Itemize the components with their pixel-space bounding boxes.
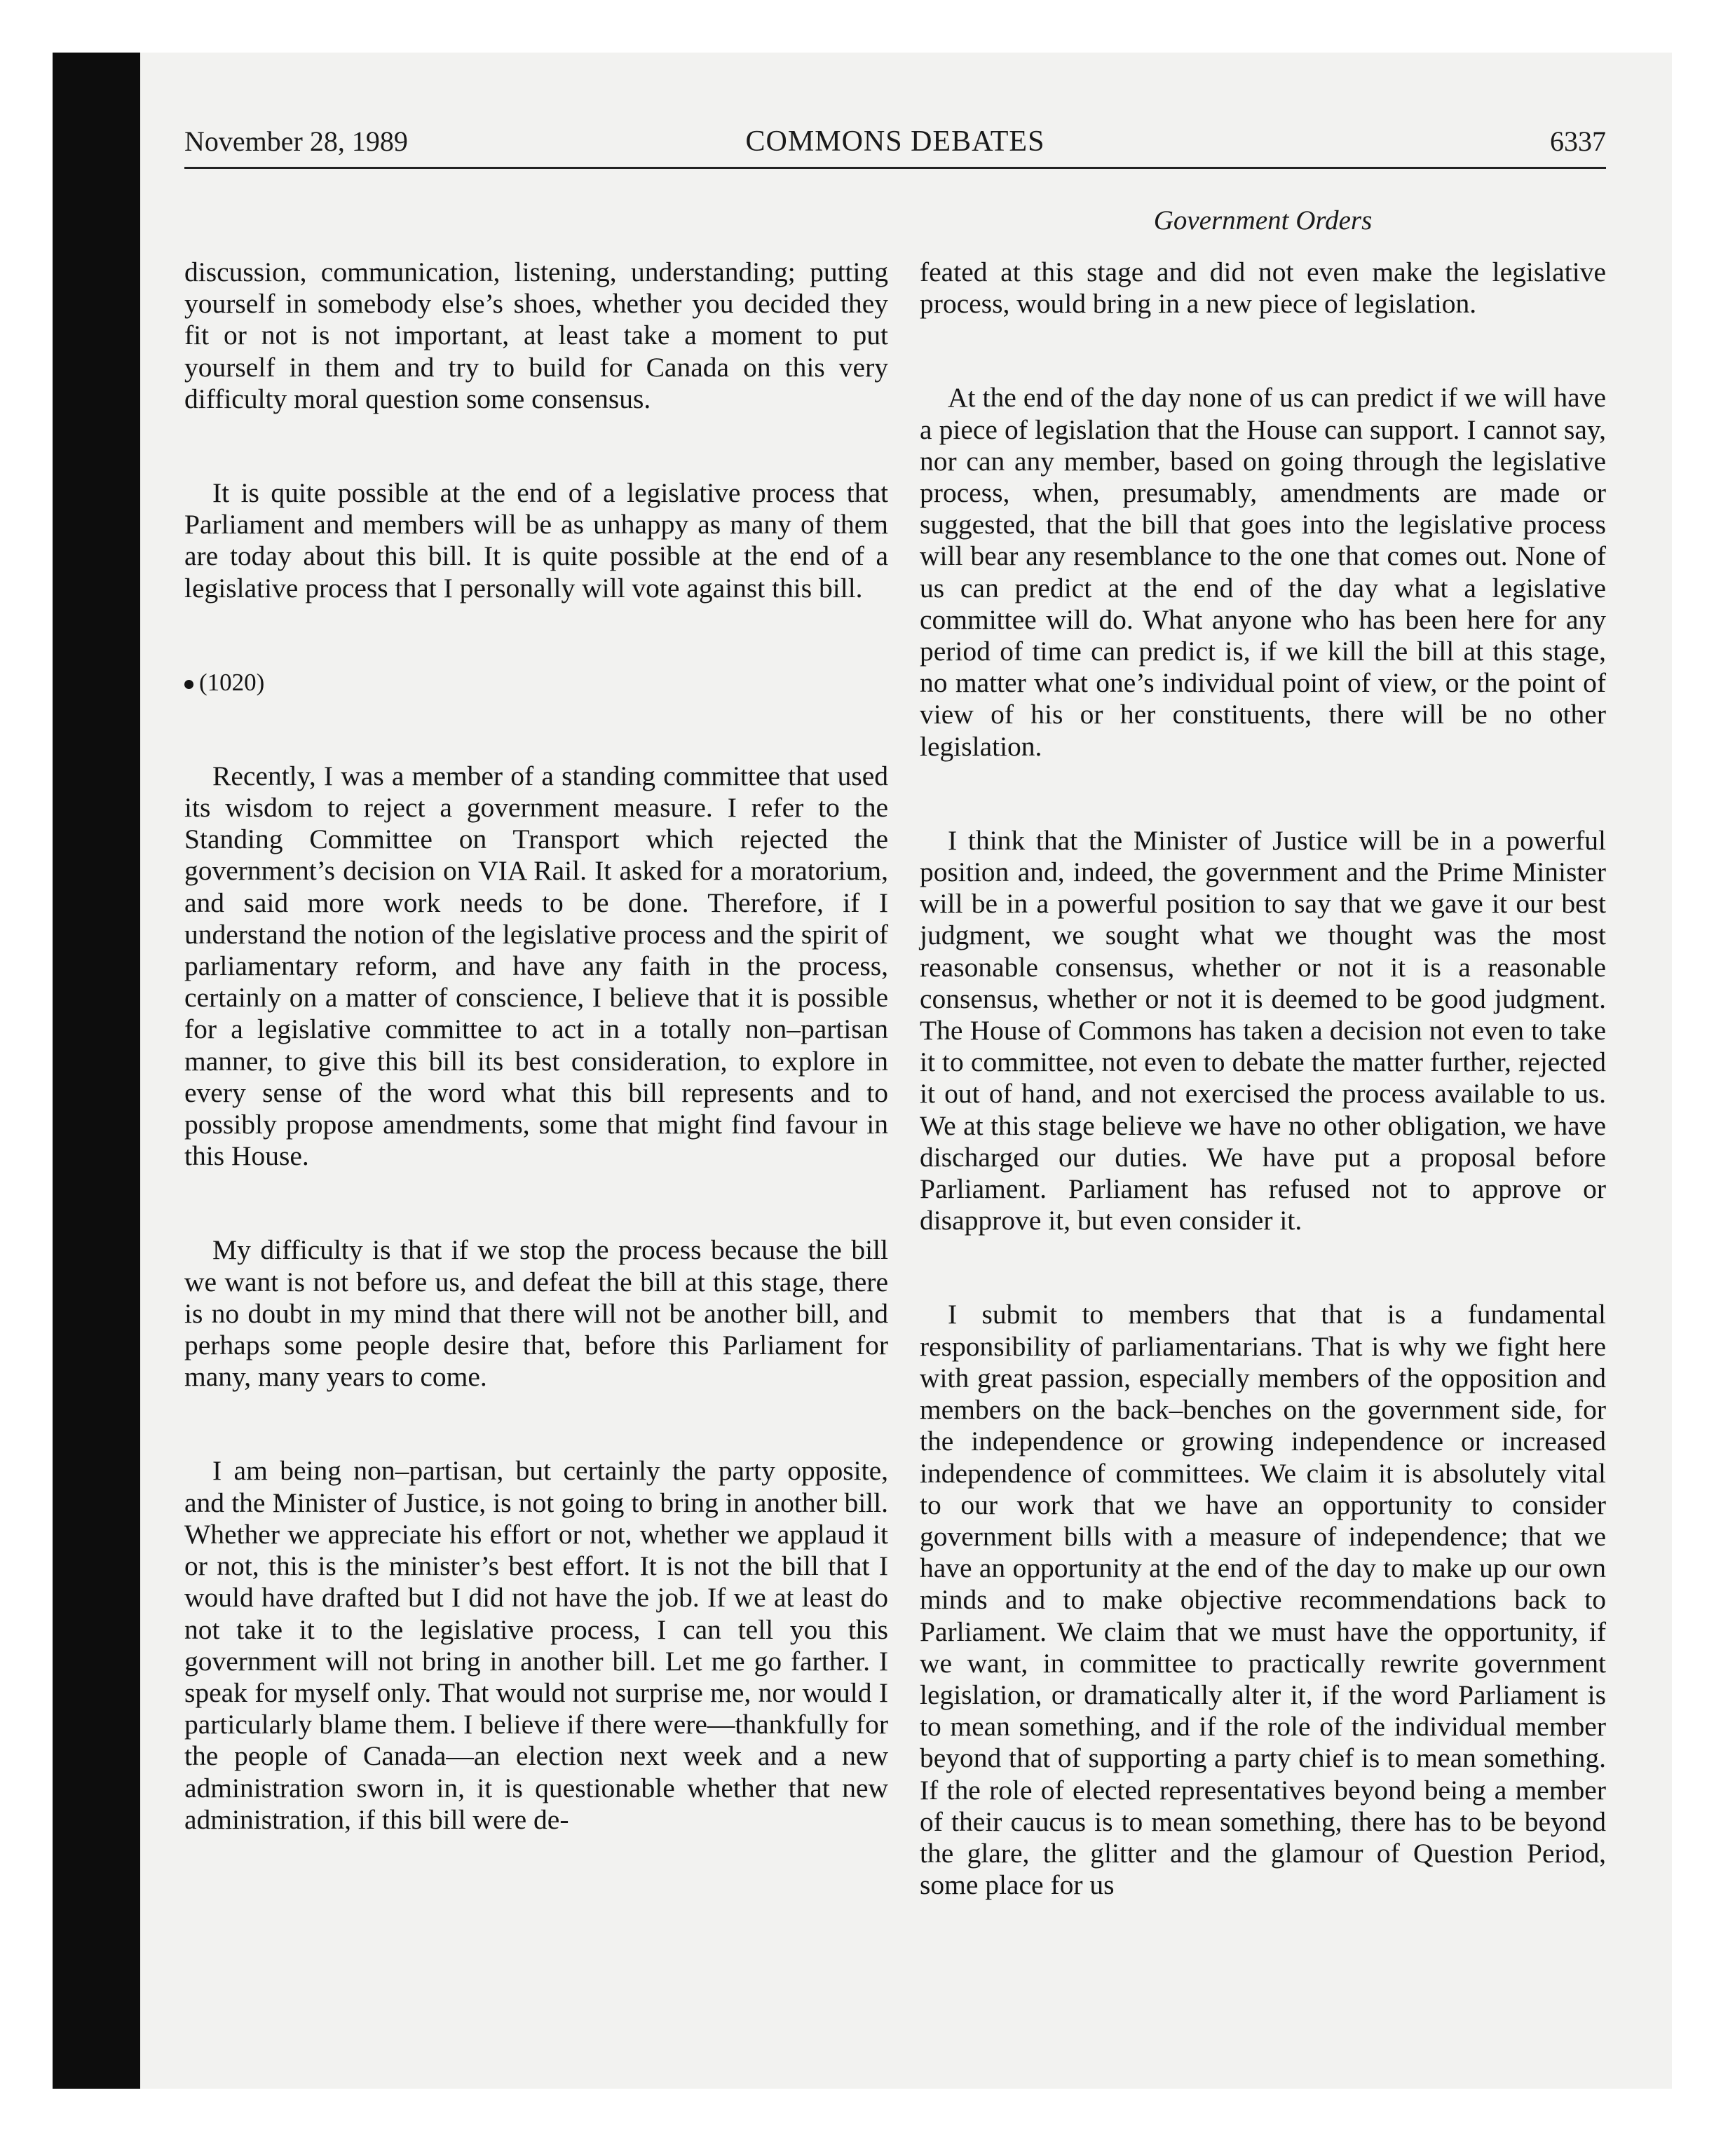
paragraph: Recently, I was a member of a standing committee that used its wisdom to reject a government measure. I refer to the Standing Committee on Transport which rejected the government’s decision on VIA Rail. It asked for a moratorium, and said more work needs to be done. Therefore, if I understand the notion of the legislative process and the spirit of parliamentary reform, and have any faith in the process, certainly on a matter of conscience, I believe that it is possible for a legislative committee to act in a totally non–partisan manner, to give this bill its best consideration, to explore in every sense of the word what this bill represents and to possibly propose amendments, some that might find favour in this House. [184, 760, 888, 1172]
paragraph: I think that the Minister of Justice will be in a powerful position and, indeed, the government and the Prime Minister will be in a powerful position to say that we gave it our best judgment, we sought what we thought was the most reasonable consensus, whether or not it is a reasonable consensus, whether or not it is deemed to be good judgment. The House of Commons has taken a decision not even to take it to committee, not even to debate the matter further, rejected it out of hand, and not exercised the process available to us. We at this stage believe we have no other obligation, we have discharged our duties. We have put a proposal before Parliament. Parliament has refused not to approve or disapprove it, but even consider it. [920, 824, 1606, 1236]
paragraph: feated at this stage and did not even make the legislative process, would bring in a new piece of legislation. [920, 257, 1606, 320]
paragraph: At the end of the day none of us can predict if we will have a piece of legislation that the House can support. I cannot say, nor can any member, based on going through the legislative process, when, presumably, amendments are made or suggested, that the bill that goes into the legislative process will bear any resemblance to the one that comes out. None of us can predict at the end of the day what a legislative committee will do. What anyone who has been here for any period of time can predict is, if we kill the bill at this stage, no matter what one’s individual point of view, or the point of view of his or her constituents, there will be no other legislation. [920, 382, 1606, 762]
page-number: 6337 [1550, 125, 1606, 157]
header-date: November 28, 1989 [184, 125, 408, 157]
bullet-icon [184, 680, 193, 689]
header-rule [184, 167, 1606, 169]
page-header [184, 125, 1606, 171]
binding-edge [53, 53, 140, 2089]
paragraph: My difficulty is that if we stop the process because the bill we want is not before us, and defeat the bill at this stage, there is no doubt in my mind that there will not be another bill, and perhaps some people desire that, before this Parliament for many, many years to come. [184, 1234, 888, 1393]
paragraph: discussion, communication, listening, understanding; putting yourself in somebody else’s shoes, whether you decided they fit or not is not important, at least take a moment to put yourself in them and try to build for Canada on this very difficulty moral question some consensus. [184, 257, 888, 414]
paragraph: I am being non–partisan, but certainly the party opposite, and the Minister of Justice, is not going to bring in another bill. Whether we appreciate his effort or not, whether we applaud it or not, this is the minister’s best effort. It is not the bill that I would have drafted but I did not have the job. If we at least do not take it to the legislative process, I can tell you this government will not bring in another bill. Let me go farther. I speak for myself only. That would not surprise me, nor would I particularly blame them. I believe if there were—thankfully for the people of Canada—an election next week and a new administration sworn in, it is questionable whether that new administration, if this bill were de- [184, 1455, 888, 1835]
section-title: Government Orders [1153, 205, 1373, 236]
left-column [184, 257, 888, 1836]
time-marker [184, 667, 888, 698]
header-title: COMMONS DEBATES [745, 125, 1045, 158]
time-marker-text: (1020) [199, 668, 265, 696]
paragraph: It is quite possible at the end of a legislative process that Parliament and members will be as unhappy as many of them are today about this bill. It is quite possible at the end of a legislative process that I personally will vote against this bill. [184, 477, 888, 603]
paragraph: I submit to members that that is a fundamental responsibility of parliamentarians. That is why we fight here with great passion, especially members of the opposition and members on the back–benches on the government side, for the independence or growing independence or increased independence of committees. We claim it is absolutely vital to our work that we have an opportunity to consider government bills with a measure of independence; that we have an opportunity at the end of the day to make up our own minds and to make objective recommendations back to Parliament. We claim that we must have the opportunity, if we want, in committee to practically rewrite government legislation, or dramatically alter it, if the word Parliament is to mean something, and if the role of the individual member beyond that of supporting a party chief is to mean something. If the role of elected representatives beyond being a member of their caucus is to mean something, there has to be beyond the glare, the glitter and the glamour of Question Period, some place for us [920, 1299, 1606, 1901]
right-column [920, 257, 1606, 1901]
